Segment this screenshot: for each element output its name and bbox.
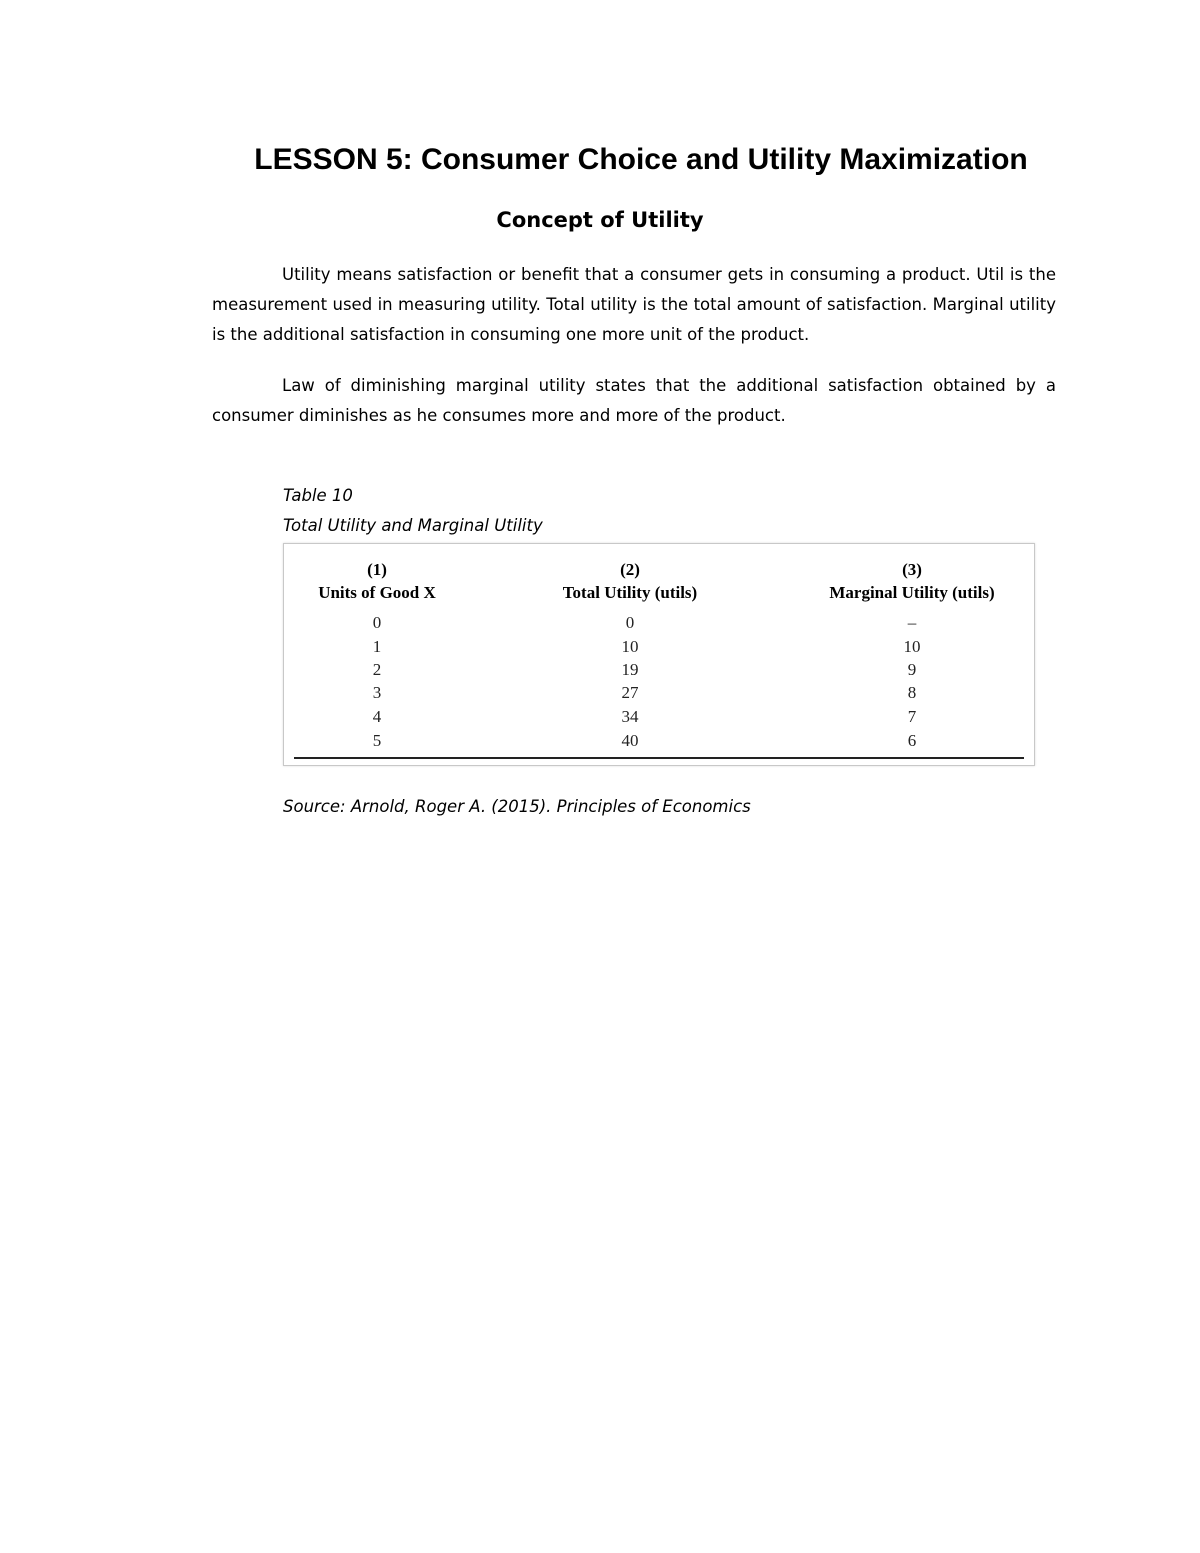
table-cell: 2 <box>372 660 382 679</box>
table-cell: 0 <box>372 613 382 632</box>
table-cell: 1 <box>372 637 382 656</box>
column-number: (1) <box>367 560 387 579</box>
table-cell: 3 <box>372 683 382 702</box>
column-number: (2) <box>620 560 640 579</box>
column-number: (3) <box>902 560 922 579</box>
column-header: Total Utility (utils) <box>562 583 698 602</box>
table-cell: 5 <box>372 731 382 750</box>
column-header: Marginal Utility (utils) <box>829 583 995 602</box>
table-cell: 34 <box>621 707 639 726</box>
table-cell: 27 <box>621 683 639 702</box>
table-cell: 7 <box>907 707 917 726</box>
table-cell: 9 <box>907 660 917 679</box>
table-cell: 40 <box>621 731 639 750</box>
table-cell: 10 <box>903 637 921 656</box>
utility-definition-paragraph: Utility means satisfaction or benefit that a consumer gets in consuming a product. Util is the measurement used in measuring utility. Total utility is the total amount of satisfaction. Marginal utility is the additional satisfaction in consuming one more unit of the product. <box>212 265 1056 344</box>
table-number: Table 10 <box>283 486 353 505</box>
table-title: Total Utility and Marginal Utility <box>283 516 543 535</box>
table-cell: – <box>907 613 917 632</box>
table-cell: 10 <box>621 637 639 656</box>
lesson-title: LESSON 5: Consumer Choice and Utility Maximization <box>254 143 1028 176</box>
table-cell: 19 <box>621 660 639 679</box>
table-cell: 8 <box>907 683 917 702</box>
section-heading: Concept of Utility <box>496 208 704 232</box>
column-header: Units of Good X <box>318 583 436 602</box>
table-cell: 0 <box>625 613 635 632</box>
table-cell: 6 <box>907 731 917 750</box>
table-cell: 4 <box>372 707 382 726</box>
utility-table <box>283 543 1035 766</box>
table-bottom-rule <box>294 757 1024 759</box>
source-citation: Source: Arnold, Roger A. (2015). Principles of Economics <box>283 797 751 816</box>
diminishing-utility-paragraph: Law of diminishing marginal utility states that the additional satisfaction obtained by a consumer diminishes as he consumes more and more of the product. <box>212 376 1056 425</box>
